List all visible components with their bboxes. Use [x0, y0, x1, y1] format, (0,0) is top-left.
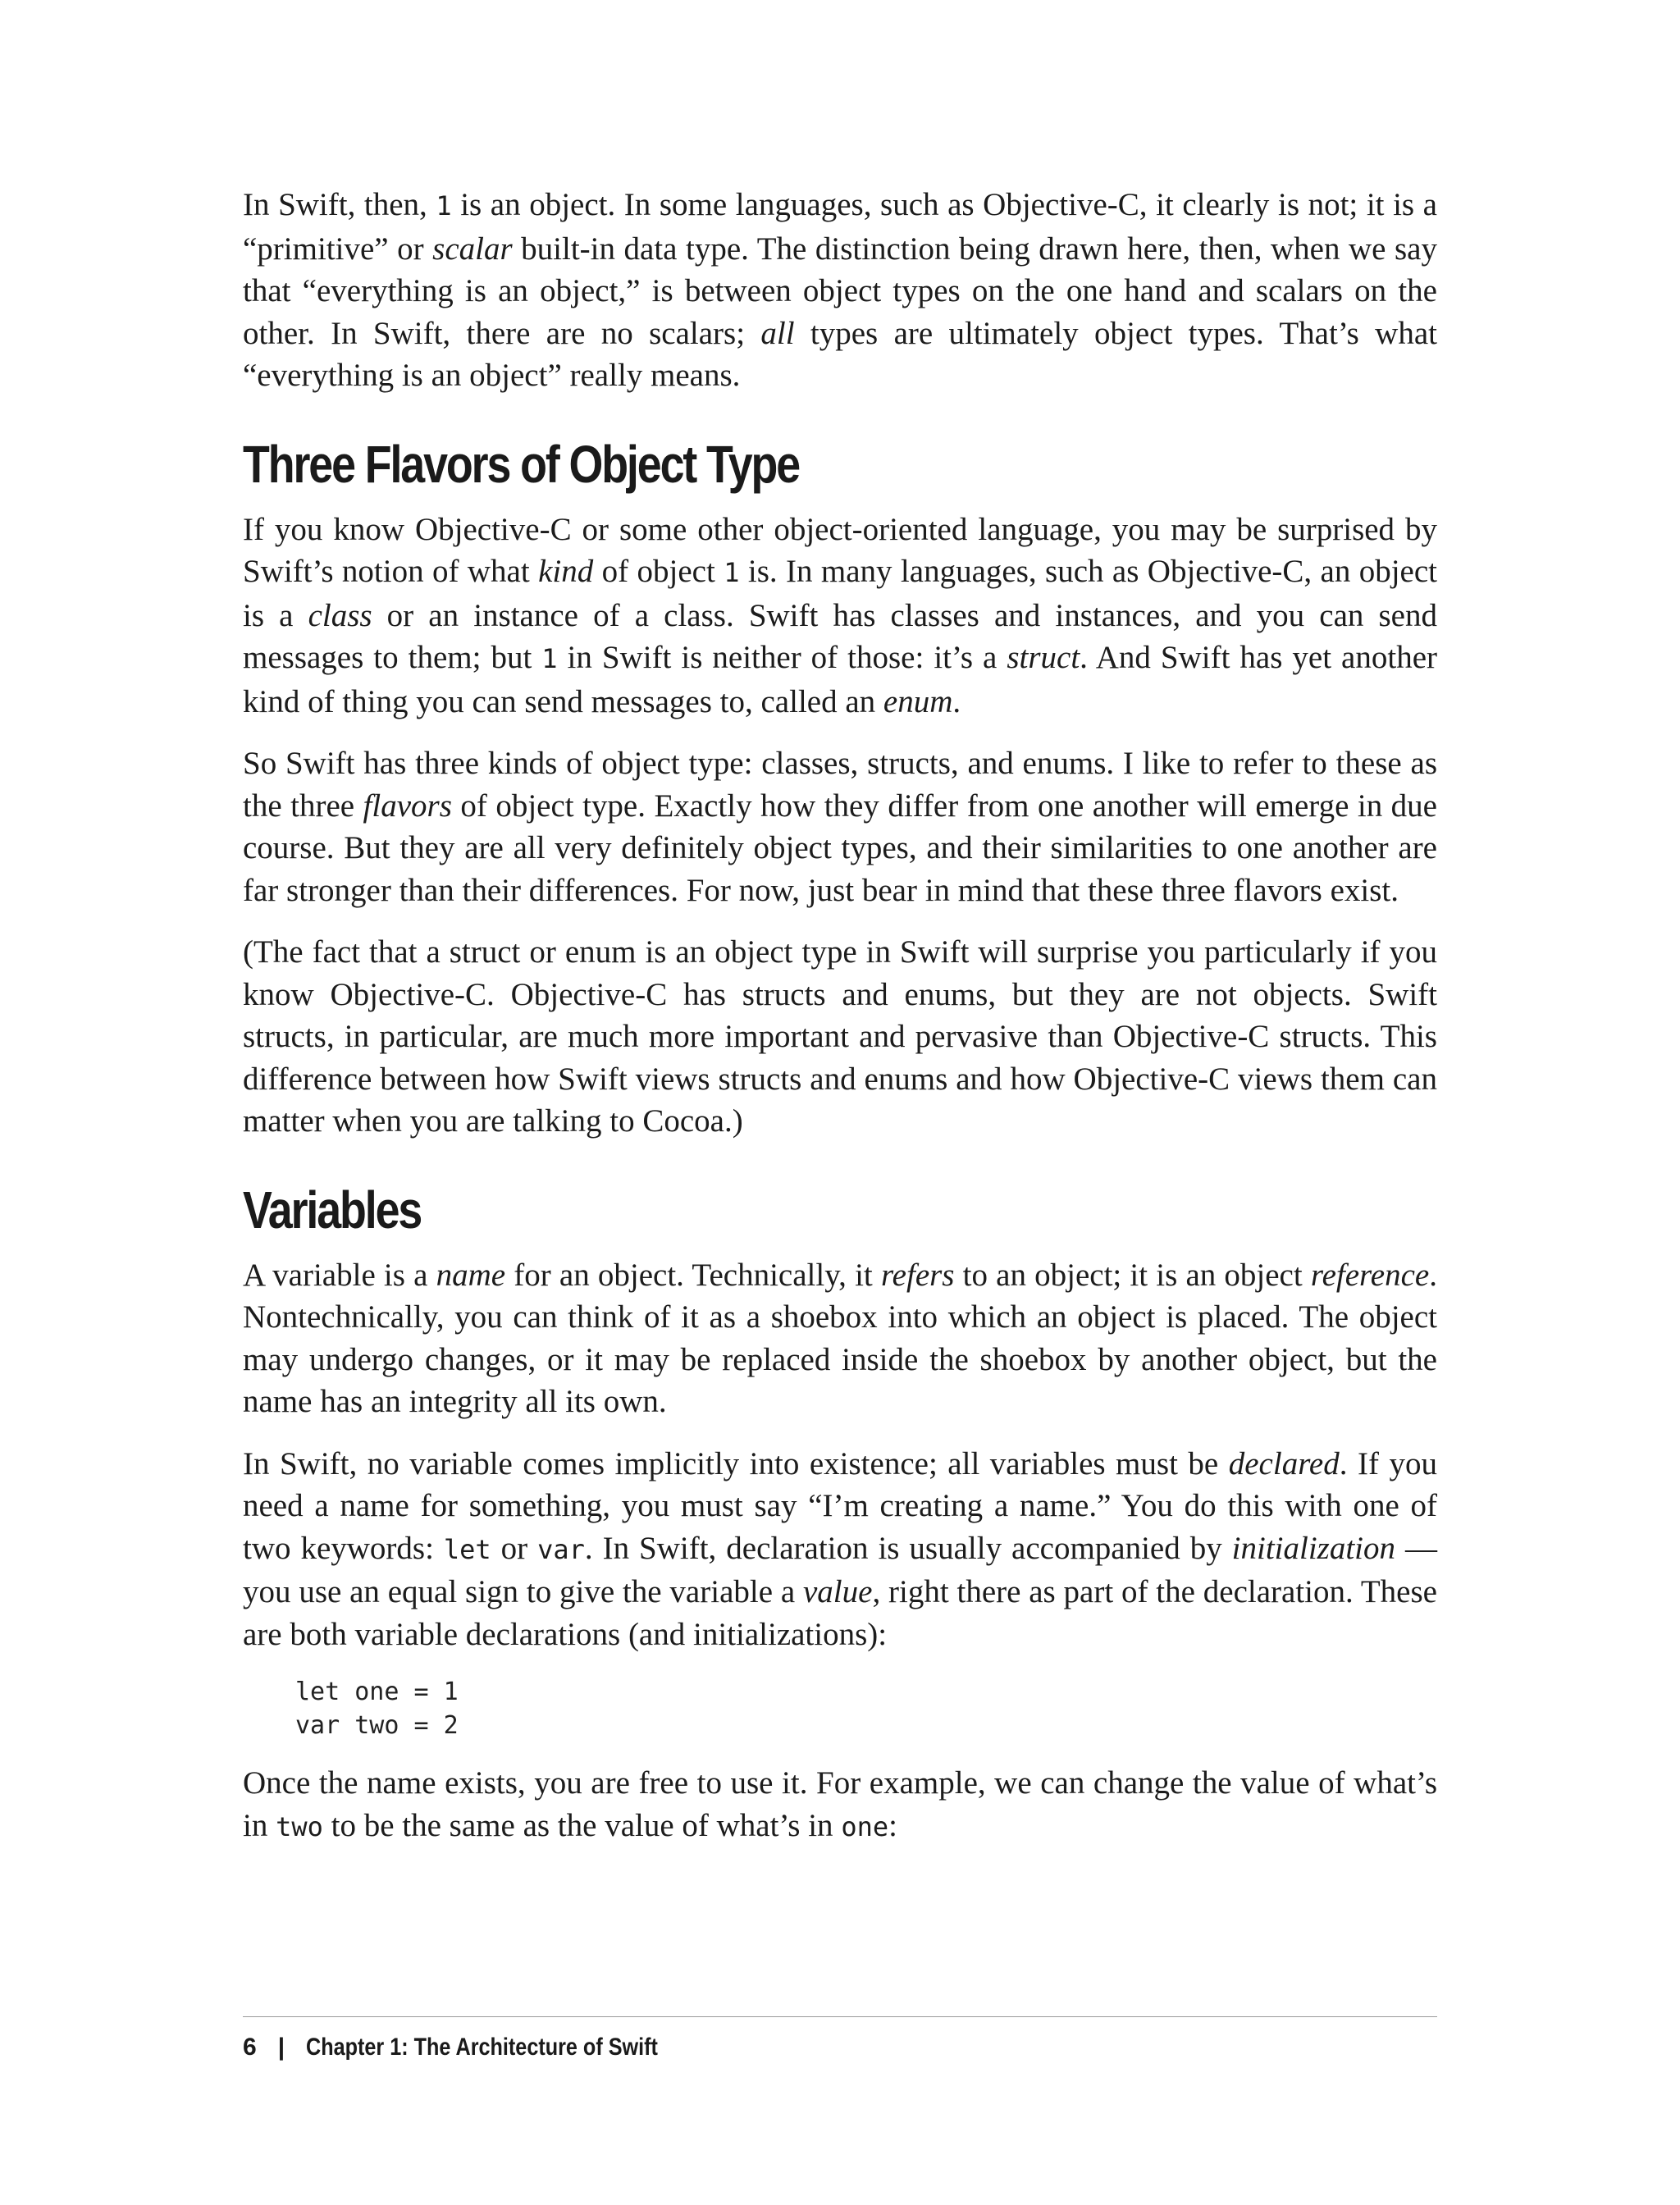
inline-code: 1	[541, 643, 558, 674]
inline-code: 1	[724, 557, 740, 588]
text-run: . In Swift, declaration is usually accompanied by	[584, 1530, 1232, 1566]
emphasis: refers	[880, 1257, 955, 1293]
text-run: for an object. Technically, it	[505, 1257, 881, 1293]
text-run: in Swift is neither of those: it’s a	[557, 640, 1007, 675]
text-run: .	[952, 683, 961, 719]
emphasis: value	[802, 1574, 873, 1609]
chapter-title: Chapter 1: The Architecture of Swift	[306, 2034, 659, 2061]
emphasis: initialization	[1231, 1530, 1396, 1566]
text-run: Once the name exists, you are free to use it. For example, we can change the value of what’s in	[243, 1765, 1437, 1843]
text-run: built-in data type. The distinction being drawn here, then, when we say that “everything is an object,” is between object types on the one hand and scalars on the other. In Swift, there are no scalars;	[243, 231, 1437, 351]
text-run: :	[888, 1807, 897, 1843]
inline-code: 1	[436, 190, 452, 221]
text-run: — you use an equal sign to give the variable a	[243, 1530, 1437, 1609]
emphasis: struct	[1007, 640, 1080, 675]
text-run: If you know Objective-C or some other object-oriented language, you may be surprised by Swift’s notion of what	[243, 511, 1437, 589]
emphasis: flavors	[363, 788, 452, 824]
emphasis: kind	[538, 554, 594, 589]
inline-code: let	[443, 1533, 491, 1565]
inline-code: one	[841, 1810, 889, 1842]
text-run: A variable is a	[243, 1257, 436, 1293]
section-heading-variables: Variables	[243, 1180, 422, 1239]
inline-code: var	[537, 1533, 585, 1565]
paragraph-scalars	[243, 184, 1437, 397]
text-run: In Swift, no variable comes implicitly into existence; all variables must be	[243, 1445, 1229, 1481]
text-run: So Swift has three kinds of object type: classes, structs, and enums. I like to refer to these as the three	[243, 746, 1437, 824]
inline-code: two	[276, 1810, 323, 1842]
text-run: of object type. Exactly how they differ from one another will emerge in due course. But they are all very definitely object types, and their similarities to one another are far stronger than their differences. For now, just bear in mind that these three flavors exist.	[243, 788, 1437, 908]
text-run: In Swift, then,	[243, 187, 436, 222]
text-run: . And Swift has yet another kind of thing you can send messages to, called an	[243, 640, 1437, 719]
text-run: (The fact that a struct or enum is an object type in Swift will surprise you particularly if you know Objective-C. Objective-C has structs and enums, but they are not objects. Swift structs, in particular, are much more important and pervasive than Objective-C structs. This difference between how Swift views structs and enums and how Objective-C views them can matter when you are talking to Cocoa.)	[243, 934, 1437, 1139]
emphasis: declared	[1228, 1445, 1340, 1481]
section-heading-three-flavors: Three Flavors of Object Type	[243, 434, 800, 494]
paragraph-three-flavors	[243, 742, 1437, 911]
paragraph-variable-name	[243, 1254, 1437, 1423]
emphasis: reference	[1310, 1257, 1430, 1293]
emphasis: enum	[883, 683, 953, 719]
text-run: . Nontechnically, you can think of it as a shoebox into which an object is placed. The object may undergo changes, or it may be replaced inside the shoebox by another object, but the name has an integrity all its own.	[243, 1257, 1437, 1419]
paragraph-use-name	[243, 1762, 1437, 1848]
text-run: . If you need a name for something, you must say “I’m creating a name.” You do this with one of two keywords:	[243, 1445, 1437, 1566]
page-footer	[243, 2016, 1437, 2061]
code-block: let one = 1 var two = 2	[295, 1678, 459, 1740]
text-run: , right there as part of the declaration. These are both variable declarations (and initializations):	[243, 1574, 1437, 1652]
emphasis: all	[760, 315, 795, 351]
page-number: 6	[243, 2034, 257, 2061]
emphasis: name	[436, 1257, 506, 1293]
text-run: to an object; it is an object	[954, 1257, 1311, 1293]
paragraph-declaration	[243, 1443, 1437, 1656]
text-run: of object	[593, 554, 724, 589]
paragraph-object-kinds	[243, 509, 1437, 724]
text-run: is an object. In some languages, such as Objective-C, it clearly is not; it is a “primitive” or	[243, 187, 1437, 267]
text-run: types are ultimately object types. That’s what “everything is an object” really means.	[243, 315, 1437, 393]
text-run: or	[491, 1530, 538, 1566]
text-run: to be the same as the value of what’s in	[322, 1807, 842, 1843]
emphasis: scalar	[432, 231, 513, 267]
paragraph-objc-structs	[243, 931, 1437, 1143]
emphasis: class	[308, 597, 372, 633]
footer-separator: |	[277, 2034, 285, 2061]
text-run: is. In many languages, such as Objective-C, an object is a	[243, 554, 1438, 633]
text-run: or an instance of a class. Swift has classes and instances, and you can send messages to them; but	[243, 597, 1437, 675]
